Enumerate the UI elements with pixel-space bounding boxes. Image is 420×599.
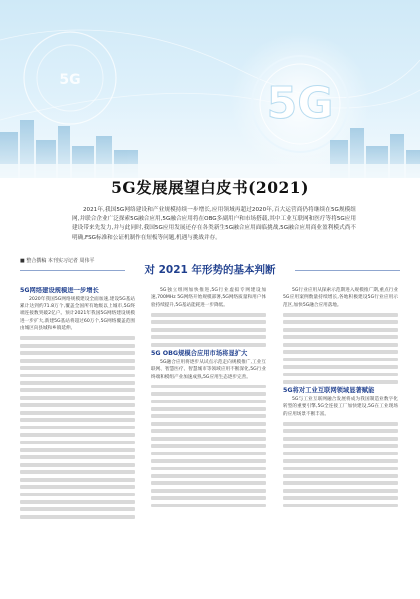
text-line-placeholder — [20, 500, 135, 504]
text-line-placeholder — [283, 358, 398, 362]
text-line-placeholder — [20, 507, 135, 511]
text-line-placeholder — [20, 351, 135, 355]
text-line-placeholder — [151, 422, 266, 426]
column-2-paragraph-1: 5G独立组网加快推进,5G行业虚拟专网建设加速,700MHz 5G网络开始规模部署,5G网络质量和用户体验持续提升,5G基站能耗进一步降低。 — [151, 288, 266, 308]
text-line-placeholder — [151, 335, 266, 339]
column-3-paragraph-2: 5G与工业互联网融合发展将成为我国制造业数字化转型的重要引擎,5G全连接工厂加快建设,5G在工业现场的应用场景不断丰富。 — [283, 396, 398, 417]
column-2-heading: 5G OBG规模合应用市场将显扩大 — [151, 350, 248, 358]
text-line-placeholder — [151, 496, 266, 500]
text-line-placeholder — [151, 489, 266, 493]
text-line-placeholder — [20, 426, 135, 430]
text-line-placeholder — [151, 407, 266, 411]
text-line-placeholder — [283, 335, 398, 339]
text-line-placeholder — [151, 459, 266, 463]
text-line-placeholder — [283, 444, 398, 448]
text-line-placeholder — [151, 481, 266, 485]
hero-5g-label: 5G — [266, 78, 334, 129]
text-line-placeholder — [20, 381, 135, 385]
column-3-paragraph-1: 5G行业应用从探索示范期进入规模推广期,重点行业5G应用案例数量持续增长,各地积极建设5G行业应用示范区,加快5G融合应用落地。 — [283, 288, 398, 308]
text-line-placeholder — [20, 485, 135, 489]
text-line-placeholder — [151, 467, 266, 471]
text-line-placeholder — [151, 444, 266, 448]
text-line-placeholder — [283, 422, 398, 426]
column-2-paragraph-2: 5G融合应用将逐步从试点示范走向规模推广,工业互联网、智慧医疗、智慧城市等领域应用不断深化,5G行业终端和模组产业加速成熟,5G应用生态逐步完善。 — [151, 359, 266, 380]
hero-small-5g-label: 5G — [59, 72, 81, 88]
text-line-placeholder — [20, 418, 135, 422]
text-line-placeholder — [20, 433, 135, 437]
text-line-placeholder — [151, 400, 266, 404]
text-line-placeholder — [20, 463, 135, 467]
text-line-placeholder — [20, 515, 135, 519]
text-line-placeholder — [20, 396, 135, 400]
text-line-placeholder — [283, 489, 398, 493]
text-line-placeholder — [20, 336, 135, 340]
text-line-placeholder — [20, 366, 135, 370]
text-line-placeholder — [20, 470, 135, 474]
text-line-placeholder — [20, 359, 135, 363]
text-line-placeholder — [283, 365, 398, 369]
byline-text: ■ 整合撰稿 本刊实习记者 周伟平 — [20, 258, 95, 264]
column-2 — [151, 287, 266, 511]
column-1-paragraph: 2020年我国5G网络规模建设全面加速,建设5G基站累计达到约71.8万个,覆盖全国所有地级以上城市,5G终端连接数突破2亿户。预计2021年我国5G网络建设规模进一步扩大,新建5G基站将超过60万个,5G网络覆盖范围由城区向县城和乡镇延伸。 — [20, 296, 135, 332]
text-line-placeholder — [283, 481, 398, 485]
text-line-placeholder — [283, 373, 398, 377]
text-line-placeholder — [283, 496, 398, 500]
hero-image — [0, 0, 420, 178]
text-line-placeholder — [283, 452, 398, 456]
text-line-placeholder — [283, 350, 398, 354]
text-line-placeholder — [151, 504, 266, 508]
text-line-placeholder — [283, 504, 398, 508]
text-line-placeholder — [283, 459, 398, 463]
text-line-placeholder — [20, 441, 135, 445]
text-line-placeholder — [151, 320, 266, 324]
text-line-placeholder — [20, 455, 135, 459]
column-1 — [20, 287, 135, 522]
column-3-heading: 5G将对工业互联网领域显著赋能 — [283, 387, 375, 395]
text-line-placeholder — [20, 448, 135, 452]
text-line-placeholder — [20, 411, 135, 415]
article-title: 5G发展展望白皮书(2021) — [111, 178, 309, 197]
text-line-placeholder — [283, 437, 398, 441]
text-line-placeholder — [283, 429, 398, 433]
text-line-placeholder — [20, 374, 135, 378]
text-line-placeholder — [151, 313, 266, 317]
column-3 — [283, 287, 398, 511]
abstract: 2021年,我国5G网络建设和产业规模持续一步增长,应用领域再超过2020年,百大运营商仍将继续在5G规模组网,并联合企业广泛探索5G融合应用,5G融合应用将在OBG多副用户和市场搭载,其中工业互联网和医疗等将5G应用建设带来先发力,并与此同时,我国5G应用发展还存在各类新生5G融合应用面临挑战,5G融合应用商业盈利模式尚不明确,FSG标准和公证机制作在短板等问题,机遇与挑战并存。 — [72, 207, 356, 241]
text-line-placeholder — [283, 343, 398, 347]
text-line-placeholder — [151, 452, 266, 456]
text-line-placeholder — [151, 414, 266, 418]
text-line-placeholder — [20, 388, 135, 392]
text-line-placeholder — [283, 380, 398, 384]
text-line-placeholder — [283, 313, 398, 317]
text-line-placeholder — [151, 343, 266, 347]
section-title: 对 2021 年形势的基本判断 — [144, 264, 276, 276]
text-line-placeholder — [20, 493, 135, 497]
text-line-placeholder — [151, 392, 266, 396]
text-line-placeholder — [151, 429, 266, 433]
text-line-placeholder — [151, 474, 266, 478]
text-line-placeholder — [20, 344, 135, 348]
text-line-placeholder — [283, 467, 398, 471]
text-line-placeholder — [20, 478, 135, 482]
5g-network-illustration — [0, 0, 420, 178]
text-line-placeholder — [151, 328, 266, 332]
text-line-placeholder — [283, 320, 398, 324]
text-line-placeholder — [20, 403, 135, 407]
text-line-placeholder — [151, 437, 266, 441]
text-line-placeholder — [151, 385, 266, 389]
text-line-placeholder — [283, 328, 398, 332]
text-line-placeholder — [283, 474, 398, 478]
column-1-heading: 5G网络建设规模进一步增长 — [20, 287, 99, 294]
